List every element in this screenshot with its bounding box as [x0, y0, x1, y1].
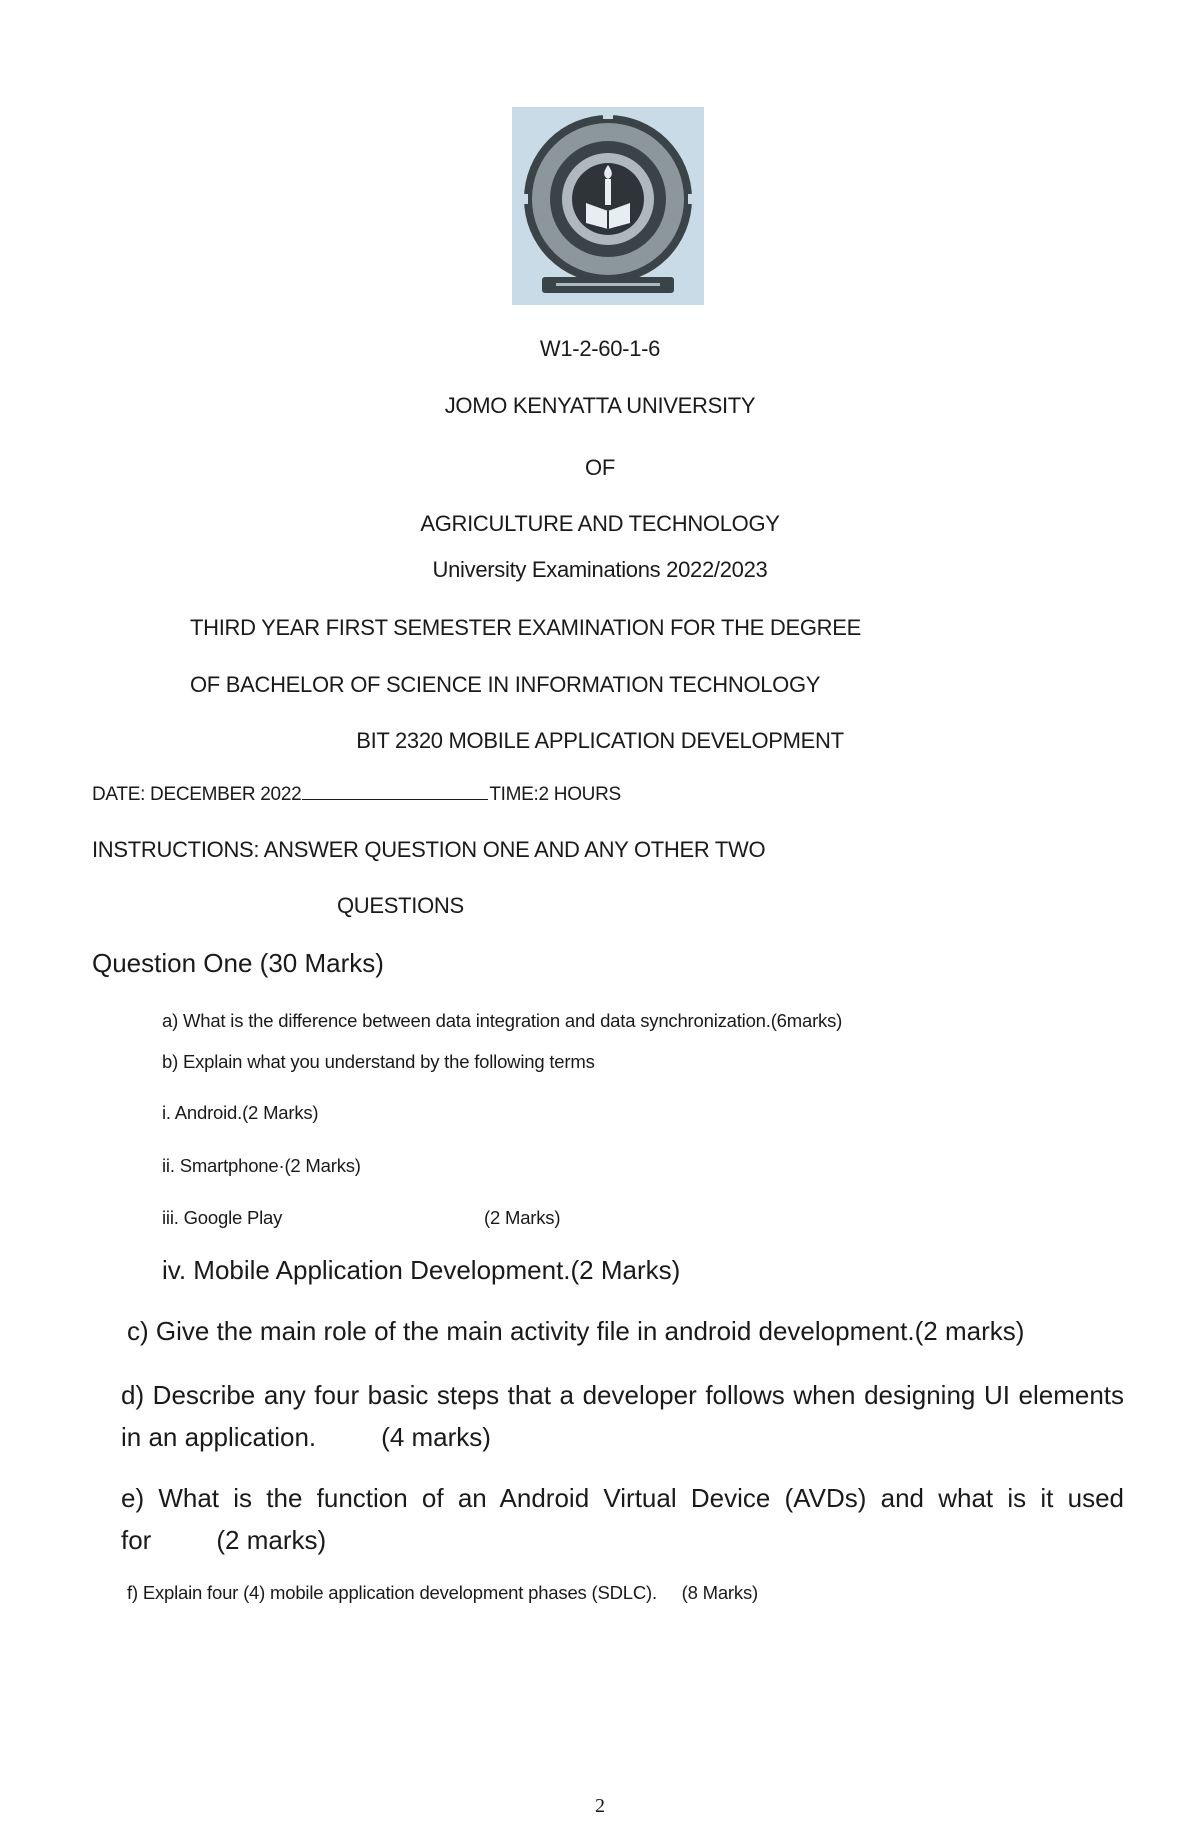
- university-name-line1: JOMO KENYATTA UNIVERSITY: [444, 393, 756, 418]
- question-d: [121, 1374, 1124, 1458]
- question-b-iii: iii. Google Play: [162, 1207, 283, 1228]
- date-time-line: [92, 784, 621, 806]
- exam-date: DATE: DECEMBER 2022: [92, 784, 302, 805]
- instructions-line2: QUESTIONS: [337, 893, 464, 918]
- university-logo: [512, 107, 704, 305]
- course-title: BIT 2320 MOBILE APPLICATION DEVELOPMENT: [356, 728, 844, 753]
- question-e: [121, 1477, 1124, 1561]
- question-b-i: i. Android.(2 Marks): [162, 1102, 319, 1123]
- question-d-text: d) Describe any four basic steps that a developer follows when designing UI elements in an application.: [121, 1380, 1124, 1452]
- university-seal-icon: [512, 107, 704, 305]
- instructions-line1: INSTRUCTIONS: ANSWER QUESTION ONE AND ANY OTHER TWO: [92, 837, 766, 862]
- question-d-marks: (4 marks): [381, 1422, 491, 1452]
- exam-year: University Examinations 2022/2023: [432, 557, 768, 582]
- question-one-title: Question One (30 Marks): [92, 948, 384, 978]
- question-a: a) What is the difference between data integration and data synchronization.(6marks): [162, 1010, 843, 1031]
- question-b-ii: ii. Smartphone·(2 Marks): [162, 1155, 361, 1176]
- exam-code: W1-2-60-1-6: [539, 336, 661, 361]
- question-e-text: e) What is the function of an Android Virtual Device (AVDs) and what is it used for: [121, 1483, 1124, 1555]
- page-number: 2: [595, 1795, 605, 1817]
- exam-title-line1: THIRD YEAR FIRST SEMESTER EXAMINATION FOR THE DEGREE: [190, 615, 861, 640]
- university-name-line3: AGRICULTURE AND TECHNOLOGY: [420, 511, 780, 536]
- question-e-marks: (2 marks): [216, 1525, 327, 1555]
- date-time-separator: [302, 799, 488, 800]
- university-name-line2: OF: [585, 455, 615, 480]
- question-b: b) Explain what you understand by the following terms: [162, 1051, 595, 1072]
- exam-duration: TIME:2 HOURS: [489, 784, 621, 805]
- exam-title-line2: OF BACHELOR OF SCIENCE IN INFORMATION TECHNOLOGY: [190, 672, 821, 697]
- question-c: c) Give the main role of the main activity file in android development.(2 marks): [127, 1316, 1025, 1346]
- question-f: [127, 1582, 758, 1604]
- question-f-marks: (8 Marks): [681, 1582, 758, 1603]
- question-b-iv: iv. Mobile Application Development.(2 Marks): [162, 1255, 681, 1285]
- question-b-iii-marks: (2 Marks): [484, 1207, 561, 1228]
- question-f-text: f) Explain four (4) mobile application development phases (SDLC).: [127, 1582, 657, 1603]
